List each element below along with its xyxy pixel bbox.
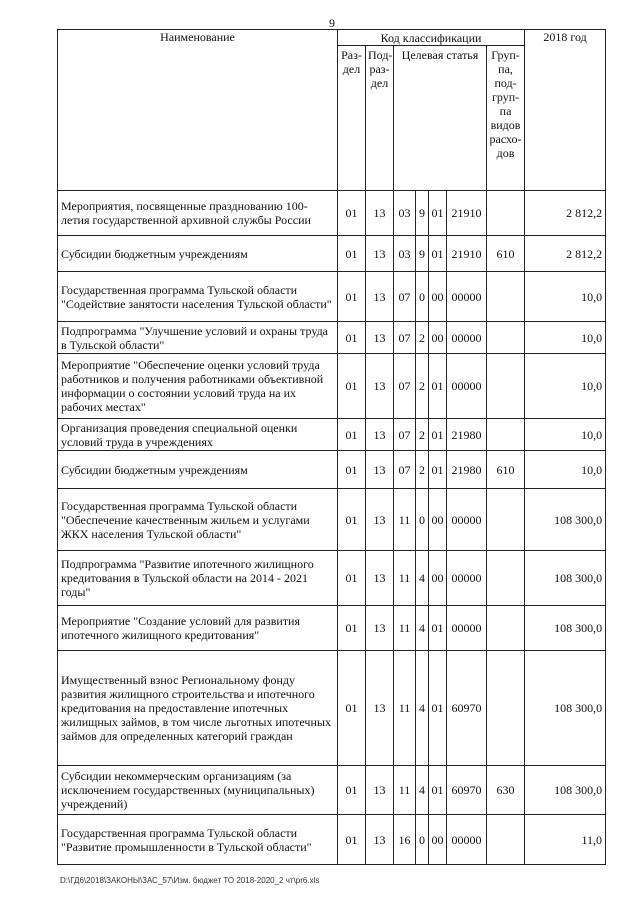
table-row [58,606,606,651]
row-target-subprogram: 4 [416,551,429,606]
row-target-event: 00 [429,272,447,322]
row-target-event: 01 [429,354,447,419]
row-podrazdel: 13 [366,272,394,322]
row-amount: 10,0 [525,322,606,354]
row-target-program: 07 [394,419,416,451]
row-amount: 10,0 [525,272,606,322]
table-row [58,451,606,489]
row-name: Подпрограмма "Улучшение условий и охраны труда в Тульской области" [58,322,338,354]
row-podrazdel: 13 [366,815,394,865]
row-target-direction: 00000 [447,551,487,606]
row-podrazdel: 13 [366,451,394,489]
row-target-event: 00 [429,489,447,551]
row-target-subprogram: 9 [416,236,429,272]
row-target-event: 01 [429,419,447,451]
row-podrazdel: 13 [366,606,394,651]
row-target-subprogram: 9 [416,191,429,236]
row-target-subprogram: 2 [416,419,429,451]
row-razdel: 01 [338,322,366,354]
row-target-event: 01 [429,606,447,651]
table-row [58,766,606,815]
row-razdel: 01 [338,551,366,606]
row-target-event: 00 [429,815,447,865]
row-target-direction: 00000 [447,354,487,419]
row-expense-group: 610 [487,451,525,489]
row-target-program: 07 [394,272,416,322]
table-row [58,236,606,272]
row-target-direction: 00000 [447,272,487,322]
row-expense-group [487,419,525,451]
row-amount: 108 300,0 [525,606,606,651]
column-header-expense-group: Груп-па, под-груп-па видов расхо-дов [487,46,525,191]
row-razdel: 01 [338,236,366,272]
row-expense-group [487,191,525,236]
row-razdel: 01 [338,191,366,236]
row-razdel: 01 [338,272,366,322]
row-target-event: 01 [429,236,447,272]
row-podrazdel: 13 [366,354,394,419]
row-target-direction: 21910 [447,236,487,272]
row-podrazdel: 13 [366,191,394,236]
row-name: Субсидии бюджетным учреждениям [58,451,338,489]
row-razdel: 01 [338,451,366,489]
row-expense-group [487,322,525,354]
row-name: Государственная программа Тульской области "Содействие занятости населения Тульской области" [58,272,338,322]
table-row [58,419,606,451]
row-target-program: 03 [394,191,416,236]
row-expense-group: 610 [487,236,525,272]
column-header-razdel: Раз-дел [338,46,366,191]
row-target-direction: 00000 [447,815,487,865]
table-row [58,322,606,354]
row-target-direction: 21980 [447,419,487,451]
row-target-event: 00 [429,551,447,606]
row-target-event: 01 [429,766,447,815]
row-target-program: 07 [394,451,416,489]
row-podrazdel: 13 [366,236,394,272]
row-podrazdel: 13 [366,766,394,815]
row-razdel: 01 [338,651,366,766]
row-target-direction: 00000 [447,606,487,651]
row-razdel: 01 [338,419,366,451]
row-target-program: 11 [394,606,416,651]
row-podrazdel: 13 [366,651,394,766]
row-target-program: 07 [394,322,416,354]
budget-table [57,29,606,865]
file-path-footer: D:\ГД6\2018\ЗАКОНЫ\ЗАС_57\Изм. бюджет ТО 2018-2020_2 чт\pr6.xls [60,876,320,885]
row-target-program: 16 [394,815,416,865]
row-expense-group [487,606,525,651]
row-amount: 11,0 [525,815,606,865]
row-target-direction: 60970 [447,766,487,815]
row-podrazdel: 13 [366,322,394,354]
row-name: Мероприятия, посвященные празднованию 100-летия государственной архивной службы России [58,191,338,236]
row-name: Государственная программа Тульской области "Обеспечение качественным жильем и услугами ЖКХ населения Тульской области" [58,489,338,551]
row-name: Мероприятие "Обеспечение оценки условий труда работников и получения работниками объективной информации о состоянии условий труда на их рабочих местах" [58,354,338,419]
row-expense-group [487,272,525,322]
row-name: Государственная программа Тульской области "Развитие промышленности в Тульской области" [58,815,338,865]
row-target-direction: 00000 [447,322,487,354]
row-amount: 108 300,0 [525,551,606,606]
row-target-subprogram: 4 [416,651,429,766]
row-target-event: 01 [429,451,447,489]
row-expense-group: 630 [487,766,525,815]
row-podrazdel: 13 [366,489,394,551]
table-row [58,191,606,236]
table-row [58,651,606,766]
row-target-event: 00 [429,322,447,354]
row-target-subprogram: 2 [416,322,429,354]
row-target-program: 11 [394,489,416,551]
row-target-subprogram: 2 [416,354,429,419]
row-target-direction: 60970 [447,651,487,766]
row-razdel: 01 [338,766,366,815]
row-target-subprogram: 0 [416,489,429,551]
row-target-subprogram: 4 [416,606,429,651]
row-target-program: 11 [394,766,416,815]
row-target-direction: 21910 [447,191,487,236]
row-expense-group [487,354,525,419]
row-podrazdel: 13 [366,551,394,606]
row-amount: 108 300,0 [525,651,606,766]
row-name: Субсидии некоммерческим организациям (за исключением государственных (муниципальных) учреждений) [58,766,338,815]
table-row [58,489,606,551]
row-podrazdel: 13 [366,419,394,451]
row-amount: 10,0 [525,354,606,419]
row-amount: 10,0 [525,451,606,489]
row-name: Организация проведения специальной оценки условий труда в учреждениях [58,419,338,451]
column-header-target: Целевая статья [394,46,487,191]
row-target-program: 07 [394,354,416,419]
row-amount: 2 812,2 [525,236,606,272]
row-expense-group [487,489,525,551]
row-amount: 108 300,0 [525,489,606,551]
table-row [58,354,606,419]
row-target-subprogram: 4 [416,766,429,815]
row-razdel: 01 [338,354,366,419]
page-number: 9 [329,16,335,30]
column-header-year: 2018 год [525,30,606,191]
row-razdel: 01 [338,815,366,865]
row-target-subprogram: 0 [416,815,429,865]
row-target-program: 11 [394,551,416,606]
row-target-direction: 21980 [447,451,487,489]
row-target-event: 01 [429,651,447,766]
row-target-program: 03 [394,236,416,272]
row-expense-group [487,651,525,766]
table-row [58,551,606,606]
row-target-event: 01 [429,191,447,236]
table-row [58,272,606,322]
row-amount: 108 300,0 [525,766,606,815]
row-name: Имущественный взнос Региональному фонду развития жилищного строительства и ипотечного кредитования на предоставление ипотечных жилищных займов, в том числе льготных ипотечных займов для определенных категорий граждан [58,651,338,766]
row-target-program: 11 [394,651,416,766]
row-target-subprogram: 0 [416,272,429,322]
row-razdel: 01 [338,606,366,651]
row-expense-group [487,815,525,865]
column-header-podrazdel: Под-раз-дел [366,46,394,191]
row-razdel: 01 [338,489,366,551]
column-header-code: Код классификации [338,30,525,46]
row-name: Мероприятие "Создание условий для развития ипотечного жилищного кредитования" [58,606,338,651]
row-amount: 10,0 [525,419,606,451]
table-row [58,815,606,865]
row-amount: 2 812,2 [525,191,606,236]
row-target-direction: 00000 [447,489,487,551]
row-target-subprogram: 2 [416,451,429,489]
row-name: Субсидии бюджетным учреждениям [58,236,338,272]
row-name: Подпрограмма "Развитие ипотечного жилищного кредитования в Тульской области на 2014 - 2021 годы" [58,551,338,606]
column-header-name: Наименование [58,30,338,191]
row-expense-group [487,551,525,606]
